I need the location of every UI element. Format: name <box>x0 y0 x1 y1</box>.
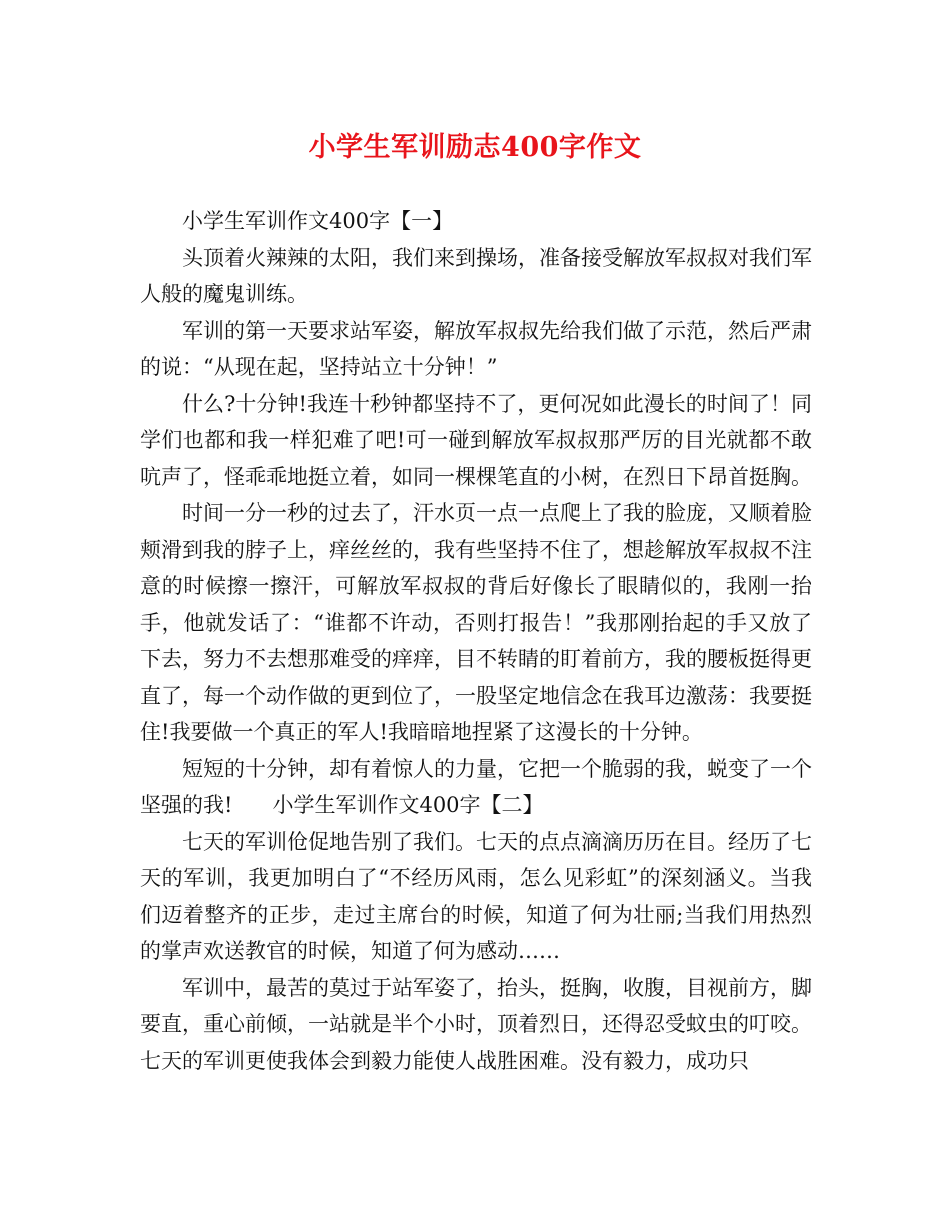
document-title: 小学生军训励志400字作文 <box>308 132 642 163</box>
paragraph-4: 时间一分一秒的过去了，汗水页一点一点爬上了我的脸庞，又顺着脸颊滑到我的脖子上，痒丝丝的，我有些坚持不住了，想趁解放军叔叔不注意的时候擦一擦汗，可解放军叔叔的背后好像长了眼睛似的，我刚一抬手，他就发话了：“谁都不许动，否则打报告！”我那刚抬起的手又放了下去，努力不去想那难受的痒痒，目不转睛的盯着前方，我的腰板挺得更直了，每一个动作做的更到位了，一股坚定地信念在我耳边激荡：我要挺住!我要做一个真正的军人!我暗暗地捏紧了这漫长的十分钟。 <box>140 501 812 744</box>
section-heading-1: 小学生军训作文400字【一】 <box>182 209 454 233</box>
paragraph-7: 军训中，最苦的莫过于站军姿了，抬头，挺胸，收腹，目视前方，脚要直，重心前倾，一站就是半个小时，顶着烈日，还得忍受蚊虫的叮咬。七天的军训更使我体会到毅力能使人战胜困难。没有毅力，成功只 <box>140 975 812 1073</box>
paragraph-5-text: 短短的十分钟，却有着惊人的力量，它把一个脆弱的我，蜕变了一个坚强的我! <box>140 756 812 817</box>
paragraph-1: 头顶着火辣辣的太阳，我们来到操场，准备接受解放军叔叔对我们军人般的魔鬼训练。 <box>140 245 812 306</box>
paragraph-3: 什么?十分钟!我连十秒钟都坚持不了，更何况如此漫长的时间了！同学们也都和我一样犯难了吧!可一碰到解放军叔叔那严厉的目光就都不敢吭声了，怪乖乖地挺立着，如同一棵棵笔直的小树，在烈日下昂首挺胸。 <box>140 391 812 489</box>
paragraph-5 <box>140 751 812 824</box>
section-heading-2: 小学生军训作文400字【二】 <box>272 793 544 817</box>
paragraph-6: 七天的军训伧促地告别了我们。七天的点点滴滴历历在目。经历了七天的军训，我更加明白了“不经历风雨，怎么见彩虹”的深刻涵义。当我们迈着整齐的正步，走过主席台的时候，知道了何为壮丽;当我们用热烈的掌声欢送教官的时候，知道了何为感动…… <box>140 829 812 963</box>
document-body <box>140 203 812 1079</box>
paragraph-2: 军训的第一天要求站军姿，解放军叔叔先给我们做了示范，然后严肃的说：“从现在起，坚持站立十分钟！” <box>140 318 812 379</box>
